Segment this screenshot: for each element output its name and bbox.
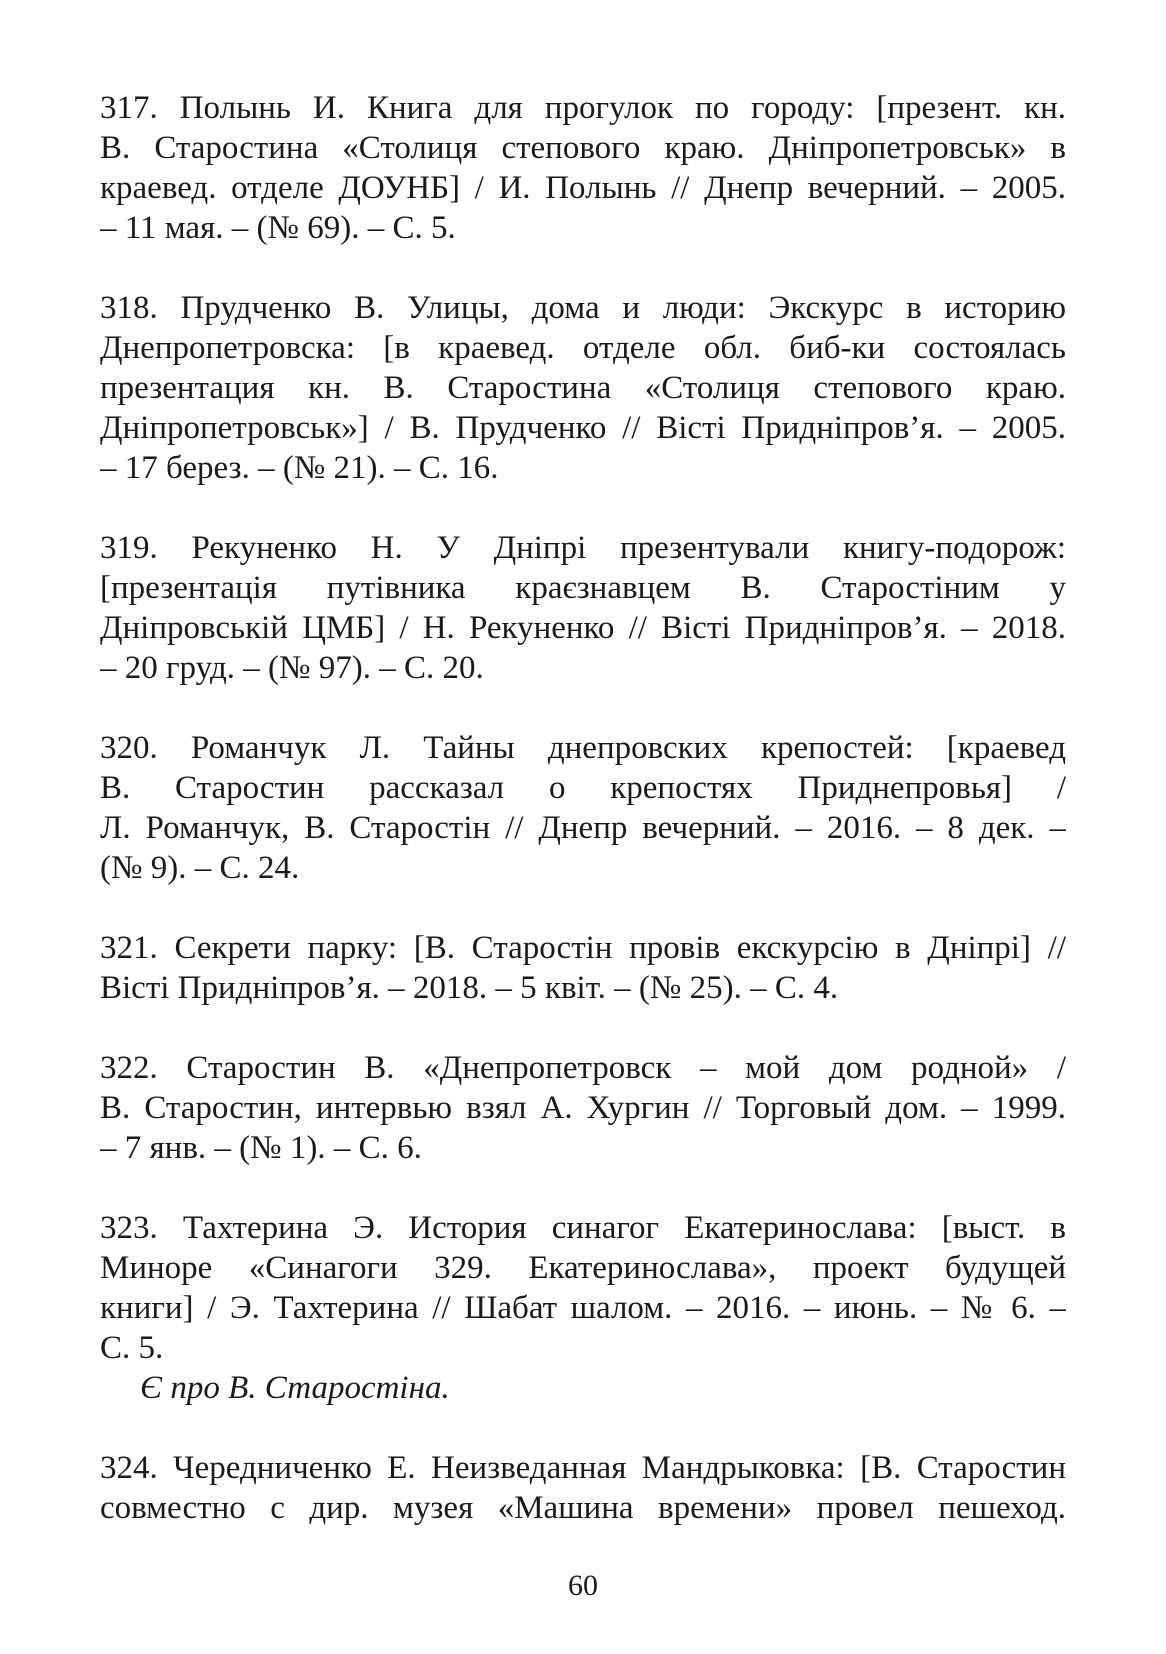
bibliography-entry-323 <box>100 1208 1066 1408</box>
entry-line: С. 5. <box>100 1330 164 1366</box>
entry-line: Л. Романчук, В. Старостін // Днепр вечерний. – 2016. – 8 дек. – <box>100 810 1066 846</box>
entry-line: В. Старостин рассказал о крепостях Приднепровья] / <box>100 770 1066 806</box>
bibliography-entry-319 <box>100 528 1066 688</box>
entry-line: 318. Прудченко В. Улицы, дома и люди: Экскурс в историю <box>100 290 1066 326</box>
entry-line: краевед. отделе ДОУНБ] / И. Полынь // Днепр вечерний. – 2005. <box>100 170 1066 206</box>
page-number: 60 <box>568 1569 598 1602</box>
entry-line: В. Старостина «Столиця степового краю. Дніпропетровськ» в <box>100 130 1066 166</box>
entry-note: Є про В. Старостіна. <box>140 1370 450 1406</box>
entry-line: Вісті Придніпров’я. – 2018. – 5 квіт. – (№ 25). – С. 4. <box>100 970 839 1006</box>
page-content <box>100 88 1066 1568</box>
entry-line: презентация кн. В. Старостина «Столиця степового краю. <box>100 370 1066 406</box>
entry-line: – 7 янв. – (№ 1). – С. 6. <box>100 1130 422 1166</box>
entry-line: совместно с дир. музея «Машина времени» провел пешеход. <box>100 1490 1066 1526</box>
entry-line: – 20 груд. – (№ 97). – С. 20. <box>100 650 484 686</box>
entry-line: Миноре «Синагоги 329. Екатеринослава», проект будущей <box>100 1250 1066 1286</box>
entry-line: Днепропетровска: [в краевед. отделе обл. биб-ки состоялась <box>100 330 1066 366</box>
entry-line: 324. Чередниченко Е. Неизведанная Мандрыковка: [В. Старостин <box>100 1450 1066 1486</box>
entry-line: 321. Секрети парку: [В. Старостін провів екскурсію в Дніпрі] // <box>100 930 1066 966</box>
entry-line: [презентація путівника краєзнавцем В. Старостіним у <box>100 570 1066 606</box>
entry-line: 320. Романчук Л. Тайны днепровских крепостей: [краевед <box>100 730 1066 766</box>
bibliography-entry-317 <box>100 88 1066 248</box>
entry-line: книги] / Э. Тахтерина // Шабат шалом. – 2016. – июнь. – № 6. – <box>100 1290 1066 1326</box>
entry-line: 323. Тахтерина Э. История синагог Екатеринослава: [выст. в <box>100 1210 1066 1246</box>
entry-line: 319. Рекуненко Н. У Дніпрі презентували книгу-подорож: <box>100 530 1066 566</box>
entry-line: – 11 мая. – (№ 69). – С. 5. <box>100 210 456 246</box>
entry-line: 317. Полынь И. Книга для прогулок по городу: [презент. кн. <box>100 90 1066 126</box>
bibliography-entry-322 <box>100 1048 1066 1168</box>
bibliography-entry-324 <box>100 1448 1066 1528</box>
bibliography-entry-318 <box>100 288 1066 488</box>
entry-line: В. Старостин, интервью взял А. Хургин // Торговый дом. – 1999. <box>100 1090 1066 1126</box>
entry-line: – 17 берез. – (№ 21). – С. 16. <box>100 450 499 486</box>
entry-line: Дніпровській ЦМБ] / Н. Рекуненко // Вісті Придніпров’я. – 2018. <box>100 610 1066 646</box>
entry-line: (№ 9). – С. 24. <box>100 850 300 886</box>
bibliography-entry-320 <box>100 728 1066 888</box>
entry-line: 322. Старостин В. «Днепропетровск – мой дом родной» / <box>100 1050 1066 1086</box>
bibliography-entry-321 <box>100 928 1066 1008</box>
entry-line: Дніпропетровськ»] / В. Прудченко // Вісті Придніпров’я. – 2005. <box>100 410 1066 446</box>
